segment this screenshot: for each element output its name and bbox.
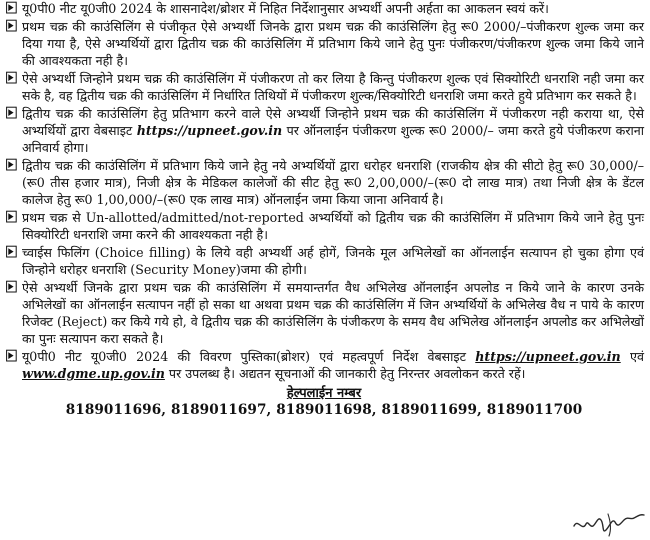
instruction-text: ऐसे अभ्यर्थी जिनके द्वारा प्रथम चक्र की काउंसिलिंग में समयान्तर्गत वैध अभिलेख ऑनलाईन अपलोड न किये जाने के कारण उनके अभिलेखों का ऑनलाईन सत्यापन नहीं हो सका था अथवा प्रथम चक्र की काउंसिलिंग में जिन अभ्यर्थियों के अभिलेख वैध न पाये के कारण रिजेक्ट (Reject) कर किये गये हो, वे द्वितीय चक्र की काउंसिलिंग के पंजीकरण के समय वैध अभिलेख ऑनलाईन अपलोड कर अभिलेखों का पुनः सत्यापन करा सकते है। [22,280,644,346]
checkbox-arrow-icon [6,71,17,84]
helpline-section [4,385,644,419]
instruction-item [4,244,644,278]
checkbox-arrow-icon [6,210,17,223]
checkbox-arrow-icon [6,1,17,14]
instruction-text: च्वाईस फिलिंग (Choice filling) के लिये वही अभ्यर्थी अर्ह होगें, जिनके मूल अभिलेखों का ऑनलाईन सत्यापन हो चुका होगा एवं जिन्होने धरोहर धनराशि (Security Money)जमा की होगी। [22,245,644,277]
checkbox-arrow-icon [6,106,17,119]
helpline-numbers: 8189011696, 8189011697, 8189011698, 8189011699, 8189011700 [65,402,583,418]
instruction-text: ऐसे अभ्यर्थी जिन्होने प्रथम चक्र की काउंसिलिंग में पंजीकरण तो कर लिया है किन्तु पंजीकरण शुल्क एवं सिक्योरिटी धनराशि नही जमा कर सके है, वह द्वितीय चक्र की काउंसिलिंग में निर्धारित तिथियों में पंजीकरण शुल्क/सिक्योरिटी धनराशि जमा करते हुये प्रतिभाग कर सकते है। [22,71,644,103]
website-link[interactable]: https://upneet.gov.in [475,349,621,364]
signature-image [568,506,648,540]
checkbox-arrow-icon [6,158,17,171]
checkbox-arrow-icon [6,280,17,293]
website-link[interactable]: https://upneet.gov.in [136,123,283,138]
instruction-text: द्वितीय चक्र की काउंसिलिंग हेतु प्रतिभाग करने वाले ऐसे अभ्यर्थी जिन्होने प्रथम चक्र की काउंसिलिंग में पंजीकरण नही कराया था, ऐसे अभ्यर्थियों द्वारा वेबसाइट [22,106,644,138]
instruction-text: पर उपलब्ध है। अद्यतन सूचनाओं की जानकारी हेतु निरन्तर अवलोकन करते रहें। [164,366,526,381]
helpline-title: हेल्पलाईन नम्बर [286,386,362,401]
instruction-item [4,157,644,208]
notice-body [4,0,644,419]
instruction-text: एवं [620,349,644,364]
instruction-text: पर ऑनलाईन पंजीकरण शुल्क रू0 2000/– जमा करते हुये पंजीकरण कराना अनिवार्य होगा। [22,123,644,155]
instruction-item [4,105,644,156]
website-link[interactable]: www.dgme.up.gov.in [22,366,165,381]
checkbox-arrow-icon [6,19,17,32]
instruction-text: प्रथम चक्र की काउंसिलिंग से पंजीकृत ऐसे अभ्यर्थी जिनके द्वारा प्रथम चक्र की काउंसिलिंग हेतु रू0 2000/–पंजीकरण शुल्क जमा कर दिया गया है, ऐसे अभ्यर्थियों द्वारा द्वितीय चक्र की काउंसिलिंग में प्रतिभाग किये जाने हेतु पुनः पंजीकरण/पंजीकरण शुल्क जमा किये जाने की आवश्यकता नही है। [22,19,644,68]
checkbox-arrow-icon [6,349,17,362]
instruction-item [4,18,644,69]
instruction-text: प्रथम चक्र से Un-allotted/admitted/not-reported अभ्यर्थियों को द्वितीय चक्र की काउंसिलिंग में प्रतिभाग किये जाने हेतु पुनः सिक्योरिटी धनराशि जमा करने की आवश्यकता नही है। [22,210,644,242]
instruction-text: द्वितीय चक्र की काउंसिलिंग में प्रतिभाग किये जाने हेतु नये अभ्यर्थियों द्वारा धरोहर धनराशि (राजकीय क्षेत्र की सीटो हेतु रू0 30,000/–(रू0 तीस हजार मात्र), निजी क्षेत्र के मेडिकल कालेजों की सीट हेतु रू0 2,00,000/–(रू0 दो लाख मात्र) तथा निजी क्षेत्र के डेंटल कालेज हेतु रू0 1,00,000/–(रू0 एक लाख मात्र) ऑनलाईन जमा किया जाना अनिवार्य है। [22,158,644,207]
instruction-item [4,279,644,347]
instruction-item [4,348,644,382]
instruction-text: यू0पी0 नीट यू0जी0 2024 की विवरण पुस्तिका(ब्रोशर) एवं महत्वपूर्ण निर्देश वेबसाइट [22,349,476,364]
instruction-item [4,70,644,104]
instruction-item [4,209,644,243]
instruction-item [4,0,644,17]
checkbox-arrow-icon [6,245,17,258]
instruction-text: यू0पी0 नीट यू0जी0 2024 के शासनादेश/ब्रोशर में निहित निर्देशानुसार अभ्यर्थी अपनी अर्हता का आकलन स्वयं करें। [22,1,549,16]
instruction-list [4,0,644,382]
